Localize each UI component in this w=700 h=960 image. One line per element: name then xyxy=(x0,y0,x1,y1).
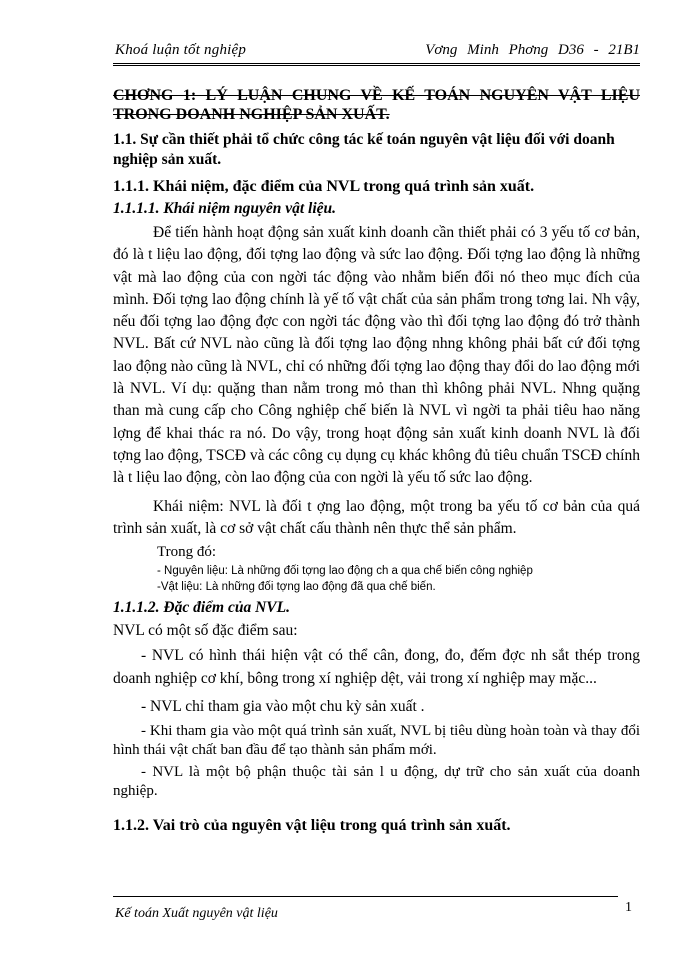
section-heading-1-1: 1.1. Sự cần thiết phải tổ chức công tác kế toán nguyên vật liệu đối với doanh nghiệp sản xuất. xyxy=(113,131,615,168)
page-number: 1 xyxy=(625,900,632,915)
trong-do-label: Trong đó: xyxy=(157,544,217,561)
page-content xyxy=(113,86,640,837)
feature-bullet-2: - NVL chỉ tham gia vào một chu kỳ sản xuất . xyxy=(141,698,425,716)
chapter-title: CHƠNG 1: LÝ LUẬN CHUNG VỀ KẾ TOÁN NGUYÊN VẬT LIỆU TRONG DOANH NGHIỆP SẢN XUẤT. xyxy=(113,87,640,123)
feature-bullet-3: - Khi tham gia vào một quá trình sản xuất, NVL bị tiêu dùng hoàn toàn và thay đổi hình thái vật chất ban đầu để tạo thành sản phẩm mới. xyxy=(113,722,640,758)
footer-text: Kế toán Xuất nguyên vật liệu xyxy=(115,906,278,921)
section-heading-1-1-2: 1.1.2. Vai trò của nguyên vật liệu trong quá trình sản xuất. xyxy=(113,816,511,834)
section-heading-1-1-1-2: 1.1.1.2. Đặc điểm của NVL. xyxy=(113,599,290,617)
footer-rule xyxy=(113,896,618,897)
paragraph-definition: Khái niệm: NVL là đối t ợng lao động, một trong ba yếu tố cơ bản của quá trình sản xuất, là cơ sở vật chất cấu thành nên thực thể sản phẩm. xyxy=(113,497,640,537)
section-heading-1-1-1-1: 1.1.1.1. Khái niệm nguyên vật liệu. xyxy=(113,200,337,217)
paragraph-definition-context: Để tiến hành hoạt động sản xuất kinh doanh cần thiết phải có 3 yếu tố cơ bản, đó là t liệu lao động, đối tợng lao động và sức lao động. Đối tợng lao động là những vật mà lao động của con ngời tác động vào nhằm biến đổi nó theo mục đích của mình. Đối tợng lao động chính là yế tố vật chất của sản phẩm trong tơng lai. Nh vậy, nếu đối tợng lao động đợc con ngời tác động vào thì đối tợng lao động đó trở thành NVL. Bất cứ NVL nào cũng là đối tợng lao động nhng không phải bất cứ đối tợng lao động nào cũng là NVL, chỉ có những đối tợng lao động thay đổi do lao động mới là NVL. Ví dụ: quặng than nằm trong mỏ than thì không phải NVL. Nhng quặng than mà cung cấp cho Công nghiệp chế biến là NVL vì ngời ta phải tiêu hao năng lợng để khai thác ra nó. Do vậy, trong hoạt động sản xuất kinh doanh NVL là đối tợng lao động, TSCĐ và các công cụ dụng cụ khác không đủ tiêu chuẩn TSCĐ chính là t liệu lao động, còn lao động của con ngời là yếu tố sức lao động. xyxy=(113,224,640,487)
feature-bullet-1: - NVL có hình thái hiện vật có thể cân, đong, đo, đếm đợc nh sắt thép trong doanh nghiệp cơ khí, bông trong xí nghiệp dệt, vải trong xí nghiệp may mặc... xyxy=(113,647,640,687)
list-item-nguyen-lieu: - Nguyên liệu: Là những đối tợng lao động ch a qua chế biến công nghiệp xyxy=(157,565,533,578)
feature-bullet-4: - NVL là một bộ phận thuộc tài sản l u động, dự trữ cho sản xuất của doanh nghiệp. xyxy=(113,763,640,799)
header-right-text: Vơng Minh Phơng D36 - 21B1 xyxy=(425,42,640,58)
header-left-text: Khoá luận tốt nghiệp xyxy=(115,42,247,58)
features-intro: NVL có một số đặc điểm sau: xyxy=(113,622,298,640)
section-heading-1-1-1: 1.1.1. Khái niệm, đặc điểm của NVL trong quá trình sản xuất. xyxy=(113,178,535,195)
list-item-vat-lieu: -Vật liệu: Là những đối tợng lao động đã qua chế biến. xyxy=(157,581,436,594)
header-rule xyxy=(113,63,640,66)
